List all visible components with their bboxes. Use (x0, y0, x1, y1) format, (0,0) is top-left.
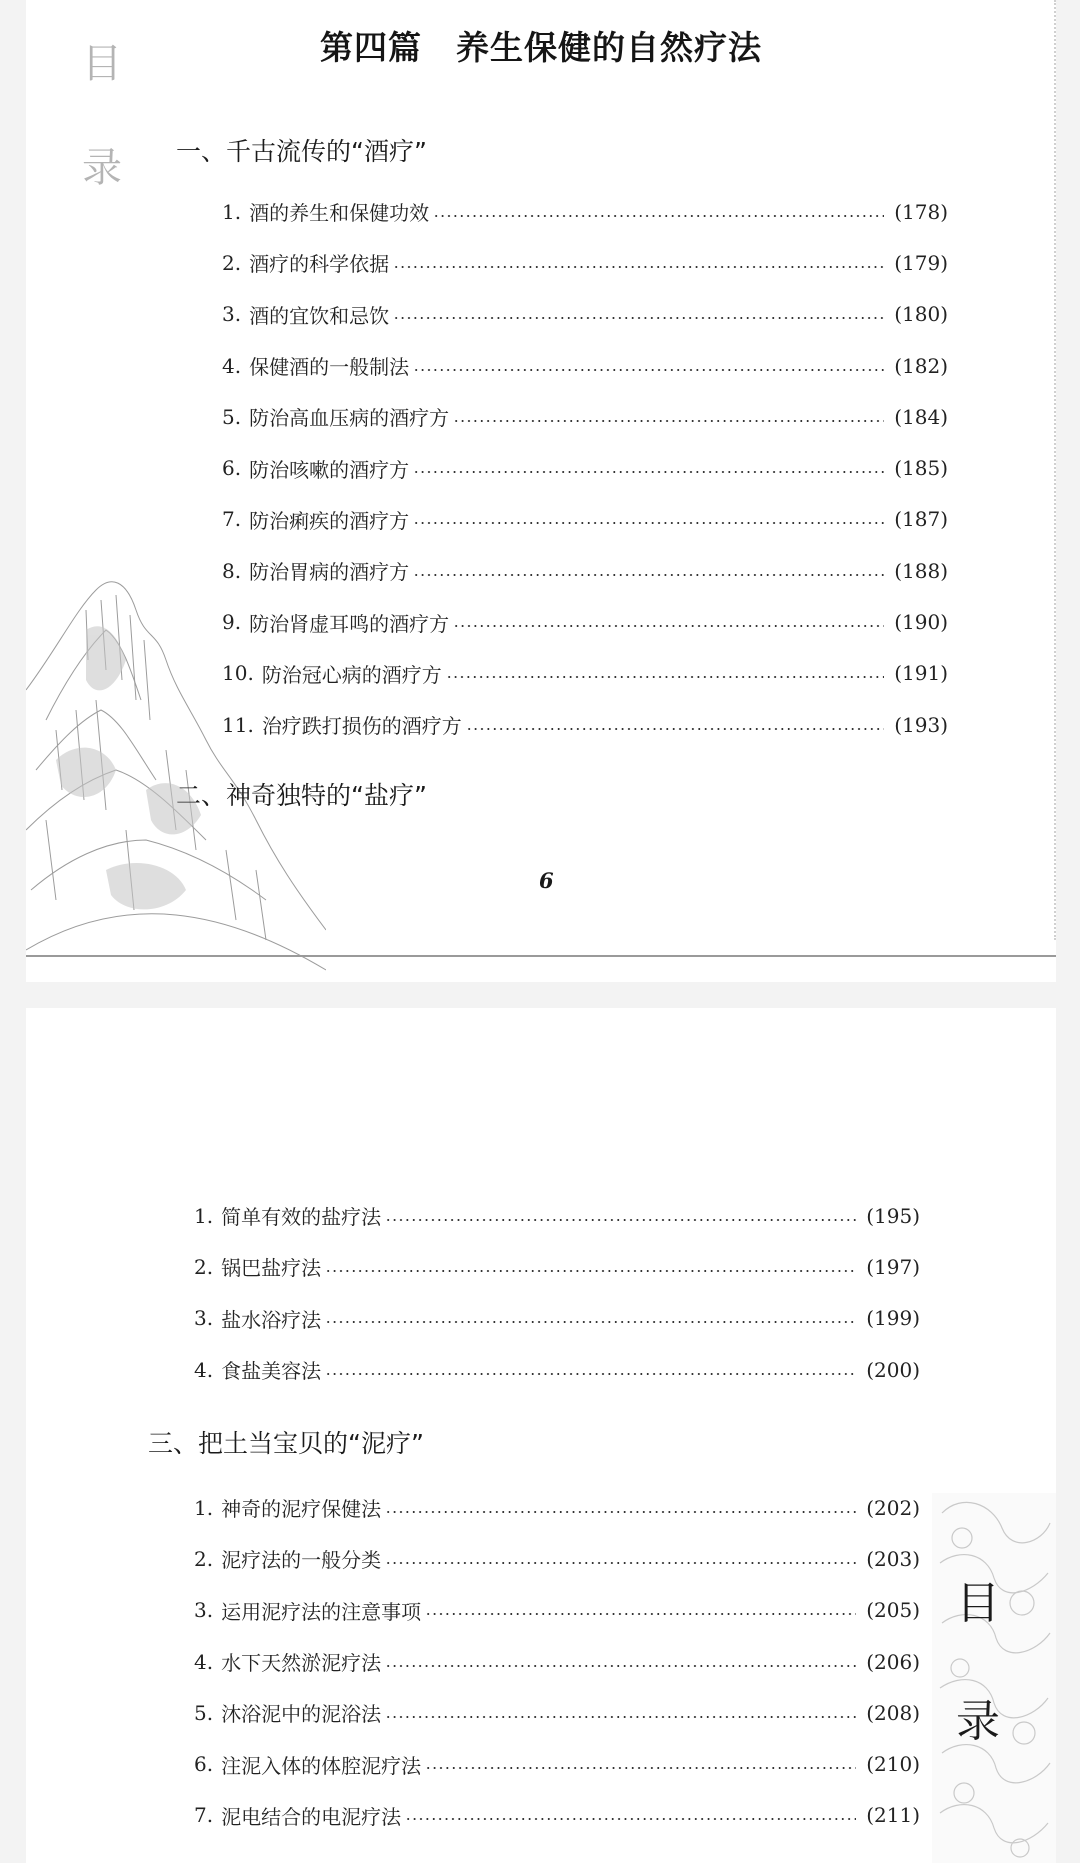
item-number: 2. (194, 1254, 214, 1279)
item-number: 6. (194, 1752, 214, 1777)
section-heading-wine: 一、千古流传的“酒疗” (176, 137, 427, 166)
item-number: 7. (194, 1803, 214, 1828)
item-page: (182) (894, 353, 948, 378)
item-number: 1. (222, 199, 242, 224)
item-page: (185) (894, 456, 948, 481)
part-number: 第四篇 (320, 28, 422, 67)
toc-item[interactable] (222, 494, 948, 545)
item-title: 酒疗的科学依据 (249, 252, 390, 277)
item-page: (178) (894, 199, 948, 224)
dot-leader (413, 369, 884, 371)
dot-leader (385, 1665, 856, 1667)
dot-leader (466, 728, 884, 730)
toc-list-salt (194, 1190, 920, 1395)
toc-item[interactable] (194, 1687, 920, 1738)
item-page: (205) (866, 1598, 920, 1623)
toc-item[interactable] (194, 1533, 920, 1584)
item-number: 4. (194, 1649, 214, 1674)
item-page: (200) (866, 1357, 920, 1382)
item-page: (190) (894, 610, 948, 635)
item-title: 水下天然淤泥疗法 (221, 1651, 382, 1676)
item-title: 运用泥疗法的注意事项 (221, 1599, 422, 1624)
dot-leader (413, 522, 884, 524)
dot-leader (453, 420, 884, 422)
section-heading-salt: 二、神奇独特的“盐疗” (176, 781, 427, 810)
item-page: (199) (866, 1306, 920, 1331)
item-number: 9. (222, 610, 242, 635)
dot-leader (385, 1219, 856, 1221)
item-number: 2. (222, 250, 242, 275)
dot-leader (325, 1373, 856, 1375)
item-number: 11. (222, 712, 254, 737)
toc-item[interactable] (194, 1344, 920, 1395)
item-title: 防治冠心病的酒疗方 (261, 662, 442, 687)
toc-item[interactable] (194, 1190, 920, 1241)
toc-item[interactable] (222, 442, 948, 493)
side-label-lu: 录 (82, 145, 122, 191)
item-number: 5. (194, 1700, 214, 1725)
item-title: 治疗跌打损伤的酒疗方 (261, 714, 462, 739)
item-number: 3. (222, 302, 242, 327)
ornament-panel (932, 1493, 1056, 1863)
page-edge (1052, 0, 1056, 940)
item-page: (179) (894, 250, 948, 275)
item-page: (184) (894, 404, 948, 429)
side-label-mu: 目 (956, 1578, 1000, 1629)
toc-item[interactable] (194, 1636, 920, 1687)
toc-item[interactable] (194, 1585, 920, 1636)
toc-item[interactable] (222, 186, 948, 237)
item-title: 锅巴盐疗法 (221, 1256, 322, 1281)
dot-leader (425, 1613, 856, 1615)
toc-item[interactable] (222, 391, 948, 442)
dot-leader (385, 1562, 856, 1564)
item-number: 4. (222, 353, 242, 378)
item-title: 食盐美容法 (221, 1359, 322, 1384)
item-number: 3. (194, 1598, 214, 1623)
toc-item[interactable] (222, 237, 948, 288)
dot-leader (325, 1321, 856, 1323)
part-name: 养生保健的自然疗法 (456, 28, 762, 67)
page-number: 6 (539, 868, 554, 893)
dot-leader (393, 266, 884, 268)
item-page: (193) (894, 712, 948, 737)
item-title: 神奇的泥疗保健法 (221, 1497, 382, 1522)
item-title: 防治高血压病的酒疗方 (249, 406, 450, 431)
dot-leader (433, 215, 884, 217)
item-page: (188) (894, 558, 948, 583)
toc-item[interactable] (222, 596, 948, 647)
dot-leader (405, 1818, 856, 1820)
item-title: 保健酒的一般制法 (249, 355, 410, 380)
item-page: (210) (866, 1752, 920, 1777)
toc-item[interactable] (222, 340, 948, 391)
ornament-pattern (932, 1493, 1056, 1863)
dot-leader (413, 574, 884, 576)
item-page: (211) (866, 1803, 920, 1828)
dot-leader (425, 1767, 856, 1769)
item-title: 防治胃病的酒疗方 (249, 560, 410, 585)
side-label-mu: 目 (82, 41, 122, 87)
item-page: (187) (894, 507, 948, 532)
item-page: (191) (894, 661, 948, 686)
item-title: 防治痢疾的酒疗方 (249, 508, 410, 533)
item-page: (202) (866, 1495, 920, 1520)
item-number: 7. (222, 507, 242, 532)
dot-leader (325, 1270, 856, 1272)
toc-item[interactable] (194, 1738, 920, 1789)
dot-leader (393, 317, 884, 319)
item-title: 防治咳嗽的酒疗方 (249, 457, 410, 482)
item-number: 3. (194, 1306, 214, 1331)
item-title: 简单有效的盐疗法 (221, 1205, 382, 1230)
item-number: 1. (194, 1495, 214, 1520)
item-number: 8. (222, 558, 242, 583)
item-title: 注泥入体的体腔泥疗法 (221, 1753, 422, 1778)
toc-item[interactable] (194, 1482, 920, 1533)
item-number: 5. (222, 404, 242, 429)
page-bottom-rule (26, 955, 1056, 957)
item-number: 4. (194, 1357, 214, 1382)
toc-page-6 (26, 0, 1056, 982)
item-number: 10. (222, 661, 254, 686)
dot-leader (385, 1716, 856, 1718)
item-title: 防治肾虚耳鸣的酒疗方 (249, 611, 450, 636)
toc-list-wine (222, 186, 948, 750)
toc-item[interactable] (194, 1293, 920, 1344)
section-heading-mud: 三、把土当宝贝的“泥疗” (148, 1429, 424, 1458)
item-title: 沐浴泥中的泥浴法 (221, 1702, 382, 1727)
toc-item[interactable] (222, 289, 948, 340)
part-title (26, 22, 1056, 69)
toc-item[interactable] (194, 1241, 920, 1292)
dot-leader (413, 471, 884, 473)
dot-leader (446, 676, 884, 678)
dot-leader (385, 1511, 856, 1513)
toc-item[interactable] (222, 545, 948, 596)
item-number: 2. (194, 1546, 214, 1571)
item-page: (208) (866, 1700, 920, 1725)
item-page: (195) (866, 1203, 920, 1228)
item-page: (203) (866, 1546, 920, 1571)
item-title: 酒的宜饮和忌饮 (249, 303, 390, 328)
item-title: 酒的养生和保健功效 (249, 201, 430, 226)
item-number: 6. (222, 456, 242, 481)
item-page: (206) (866, 1649, 920, 1674)
dot-leader (453, 625, 884, 627)
toc-item[interactable] (194, 1790, 920, 1841)
item-number: 1. (194, 1203, 214, 1228)
toc-item[interactable] (222, 648, 948, 699)
item-title: 泥疗法的一般分类 (221, 1548, 382, 1573)
side-label-lu: 录 (956, 1696, 1000, 1747)
toc-item[interactable] (222, 699, 948, 750)
item-title: 泥电结合的电泥疗法 (221, 1804, 402, 1829)
item-page: (197) (866, 1254, 920, 1279)
toc-page-7 (26, 1008, 1056, 1863)
item-page: (180) (894, 302, 948, 327)
toc-list-mud (194, 1482, 920, 1841)
item-title: 盐水浴疗法 (221, 1307, 322, 1332)
